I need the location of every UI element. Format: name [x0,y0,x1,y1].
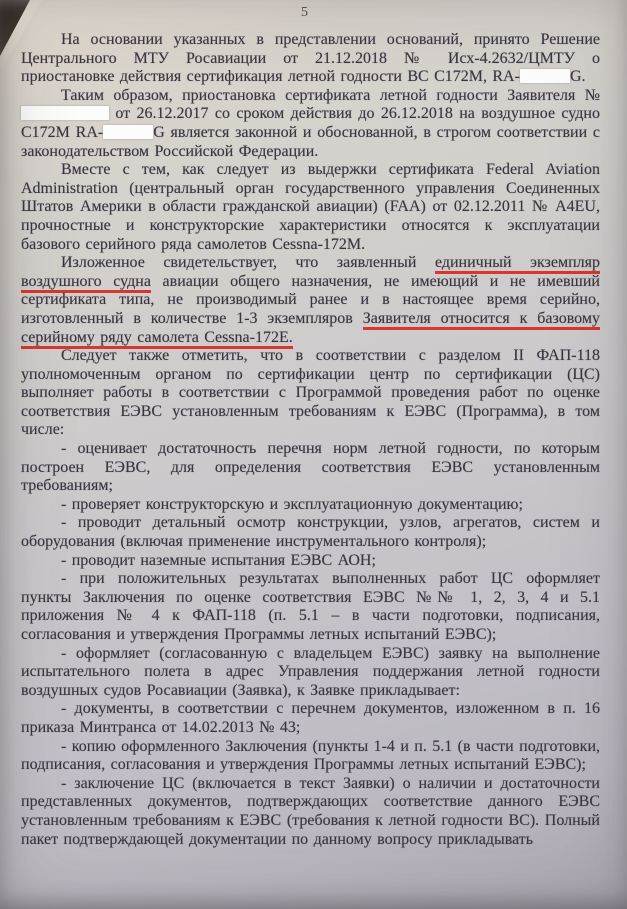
text-segment: G. [569,68,586,86]
red-underlined-text: Заявителя относится к базовому серийному ряду самолета Cessna-172E. [21,310,600,349]
text-segment: - проводит наземные испытания ЕЭВС АОН; [61,551,376,569]
text-segment: Таким образом, приостановка сертификата летной годности Заявителя № [61,86,600,104]
paragraph [21,87,600,161]
paragraph [21,738,600,775]
paragraph [21,552,600,571]
paragraph [21,31,600,87]
paragraph [21,700,600,737]
text-segment: - проводит детальный осмотр конструкции, узлов, агрегатов, систем и оборудования (включая применение инструментального контроля); [21,514,600,551]
paragraph [21,161,600,254]
paragraph [21,514,600,551]
document-text [21,31,600,849]
redaction-box [21,106,109,120]
text-segment: - заключение ЦС (включается в текст Заявки) о наличии и достаточности представленных документов, подтверждающих соответствие данного ЕЭВС установленным требованиям к ЕЭВС (требования к летной годности ВС). Полный пакет подтверждающей документации по данному вопросу прикладывать [21,774,600,848]
text-segment: - при положительных результатах выполненных работ ЦС оформляет пункты Заключения по оценке соответствия ЕЭВС №№ 1, 2, 3, 4 и 5.1 приложения № 4 к ФАП-118 (п. 5.1 – в части подготовки, подписания, согласования и утверждения Программы летных испытаний ЕЭВС); [21,570,600,643]
text-segment: - оценивает достаточность перечня норм летной годности, по которым построен ЕЭВС, для определения соответствия ЕЭВС установленным требованиям; [21,440,600,495]
text-segment: - копию оформленного Заключения (пункты 1-4 и п. 5.1 (в части подготовки, подписания, согласования и утверждения Программы летных испытаний ЕЭВС); [21,737,601,774]
paragraph [21,440,600,496]
text-segment: G является законной и обоснованной, в строгом соответствии с законодательством Российской Федерации. [21,123,600,160]
paragraph [21,570,600,644]
paragraph [21,496,600,515]
text-segment: от 26.12.2017 со сроком действия до 26.12.2018 на воздушное судно С172М RA- [21,105,600,141]
text-segment: Следует также отметить, что в соответствии с разделом II ФАП-118 уполномоченным органом по сертификации центр по сертификации (ЦС) выполняет работы в соответствии с Программой проведения работ по оценке соответствия ЕЭВС установленным требованиям к ЕЭВС (Программа), в том числе: [21,347,600,439]
redaction-box [103,125,153,139]
text-segment: - документы, в соответствии с перечнем документов, изложенном в п. 16 приказа Минтранса от 14.02.2013 № 43; [21,700,600,736]
red-underlined-text: единичный экземпляр воздушного судна [21,254,600,293]
paragraph [21,645,600,701]
text-segment: Вместе с тем, как следует из выдержки сертификата Federal Aviation Administration (центральный орган государственного управления Соединенных Штатов Америки в области гражданской авиации) (FAA) от 02.12.2011 № A4EU, прочностные и конструкторские характеристики относятся к эксплуатации базового серийного ряда самолетов Cessna-172M. [21,161,600,253]
redaction-box [520,69,570,83]
paragraph [21,254,600,347]
text-segment: авиации общего назначения, не имеющий и не имевший сертификата типа, не производимый ранее и в настоящее время серийно, изготовленный в количестве 1-3 экземпляров [21,272,600,327]
paragraph [21,347,600,440]
text-segment: Изложенное свидетельствует, что заявленный [61,254,435,272]
text-segment: - проверяет конструкторскую и эксплуатационную документацию; [61,495,523,513]
text-segment: На основании указанных в представлении оснований, принято Решение Центрального МТУ Росавиации от 21.12.2018 № Исх-4.2632/ЦМТУ о приостановке действия сертификация летной годности ВС С172М, RA- [21,31,600,86]
text-segment: - оформляет (согласованную с владельцем ЕЭВС) заявку на выполнение испытательного полета в адрес Управления поддержания летной годности воздушных судов Росавиации (Заявка), к Заявке прикладывает: [21,644,600,699]
paragraph [21,775,600,849]
page-number: 5 [301,5,309,20]
